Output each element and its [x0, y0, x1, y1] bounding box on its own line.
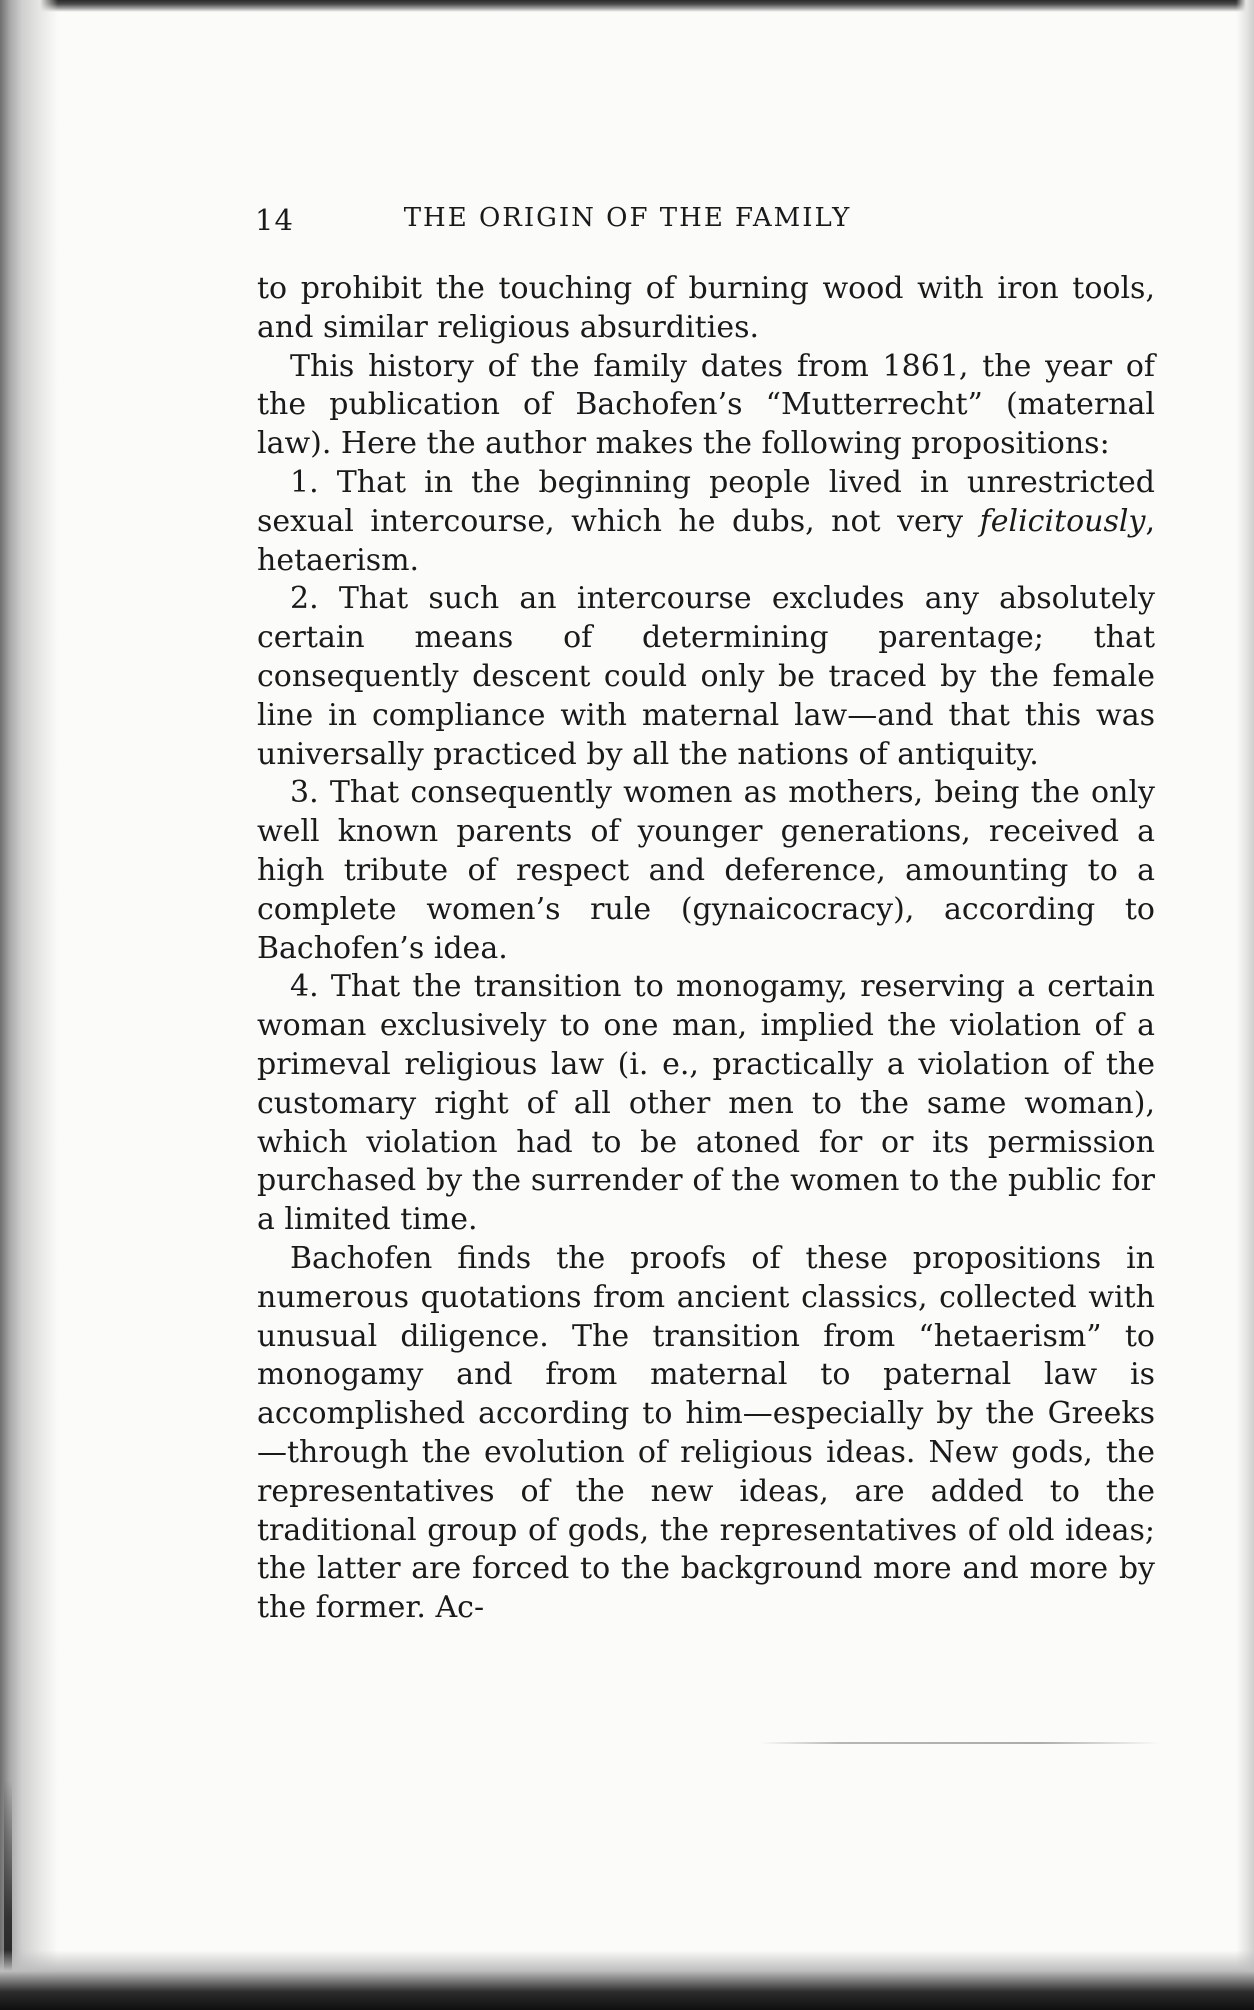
proposition-text-end: , hetaerism. [257, 503, 1155, 578]
paragraph [257, 1240, 1155, 1628]
proposition-1 [257, 464, 1155, 580]
proposition-3 [257, 774, 1155, 968]
proposition-number: 3. [290, 775, 319, 811]
scan-top-edge [0, 0, 1254, 12]
scan-smudge-line [760, 1742, 1160, 1744]
paragraph-text: This history of the family dates from 1861, the year of the publication of Bachofen’s “Mutterrecht” (maternal law). Here the author makes the following propositions: [257, 348, 1155, 462]
proposition-number: 1. [290, 464, 319, 500]
proposition-2 [257, 580, 1155, 774]
proposition-text: That such an intercourse excludes any absolutely certain means of determining parentage; that consequently descent could only be traced by the female line in compliance with maternal law—and that this was universally practiced by all the nations of antiquity. [257, 581, 1155, 772]
proposition-text: That consequently women as mothers, being the only well known parents of younger generations, received a high tribute of respect and deference, amounting to a complete women’s rule (gynaicocracy), according to Bachofen’s idea. [257, 775, 1155, 966]
proposition-number: 2. [290, 581, 319, 617]
running-title: THE ORIGIN OF THE FAMILY [403, 203, 852, 233]
proposition-number: 4. [290, 969, 319, 1005]
body-text [257, 270, 1155, 1628]
page-number: 14 [255, 203, 294, 237]
scan-left-edge [0, 0, 58, 2010]
paragraph-text: to prohibit the touching of burning wood with iron tools, and similar religious absurdities. [257, 271, 1155, 345]
proposition-text: That in the beginning people lived in unrestricted sexual intercourse, which he dubs, not very [257, 464, 1155, 539]
paragraph-text: Bachofen finds the proofs of these propositions in numerous quotations from ancient classics, collected with unusual diligence. The transition from “hetaerism” to monogamy and from maternal to paternal law is accomplished according to him—especially by the Greeks—through the evolution of religious ideas. New gods, the representatives of the new ideas, are added to the traditional group of gods, the representatives of old ideas; the latter are forced to the background more and more by the former. Ac- [257, 1240, 1155, 1626]
proposition-text: That the transition to monogamy, reserving a certain woman exclusively to one man, implied the violation of a primeval religious law (i. e., practically a violation of the customary right of all other men to the same woman), which violation had to be atoned for or its permission purchased by the surrender of the women to the public for a limited time. [257, 969, 1155, 1238]
paragraph-continued [257, 270, 1155, 348]
emphasized-word: felicitously [979, 503, 1146, 539]
scan-bottom-edge [0, 1950, 1254, 2010]
running-head [255, 203, 960, 243]
proposition-4 [257, 968, 1155, 1240]
paragraph [257, 348, 1155, 464]
scan-right-edge [1236, 0, 1254, 2010]
